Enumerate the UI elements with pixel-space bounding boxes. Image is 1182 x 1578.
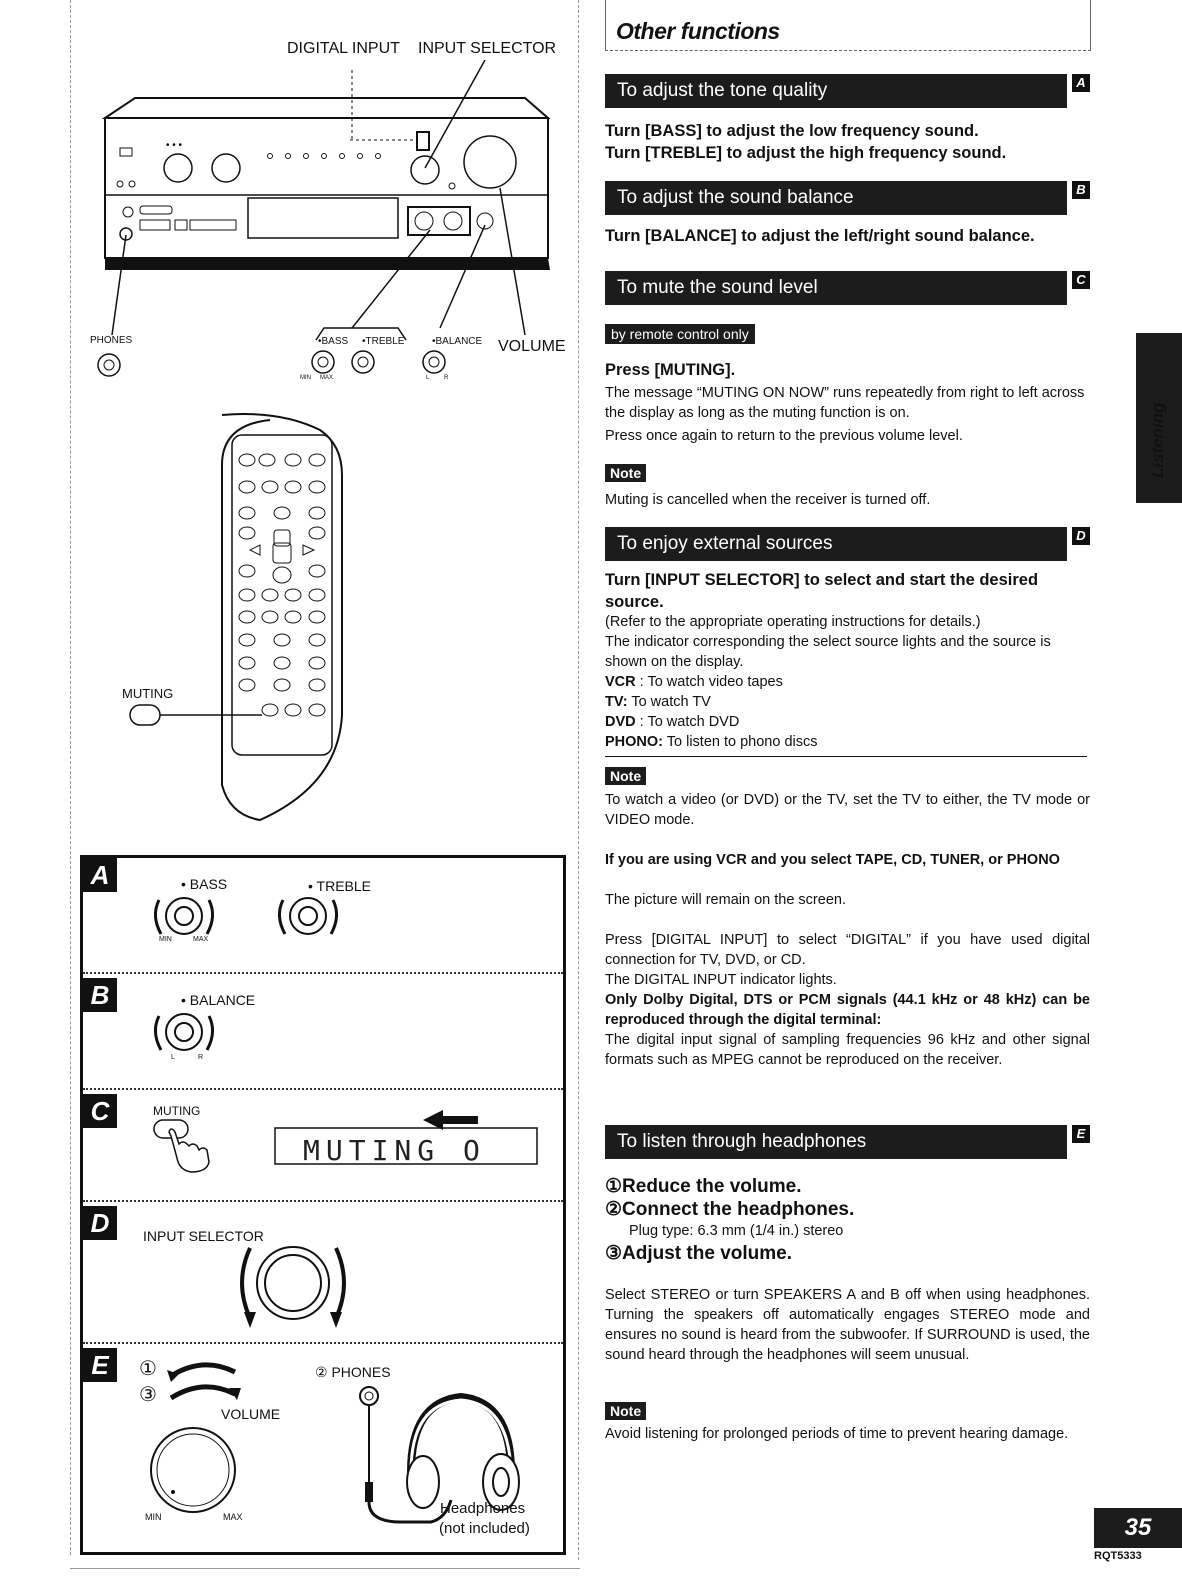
mute-note-badge: Note [605,464,646,482]
plug-type-text: Plug type: 6.3 mm (1/4 in.) stereo [629,1223,844,1239]
panel-d [83,1202,563,1344]
finger-press-icon [149,1118,219,1178]
panel-d-tag: D [83,1206,117,1240]
display-text: MUTING O [303,1134,486,1167]
panel-b-r-label: R [198,1054,204,1061]
document-code: RQT5333 [1094,1550,1142,1562]
mute-note-text: Muting is cancelled when the receiver is turned off. [605,492,931,508]
balance-label: •BALANCE [432,336,483,347]
picture-remains-text: The picture will remain on the screen. [605,892,846,908]
input-selector-label: INPUT SELECTOR [418,40,557,57]
panel-e-headphones-label: Headphones [440,1500,526,1517]
tone-line-1: Turn [BASS] to adjust the low frequency sound. [605,122,979,140]
external-note-badge: Note [605,767,646,785]
headphones-note-badge: Note [605,1402,646,1420]
balance-knob-icon [149,1008,219,1058]
panel-e [83,1344,563,1552]
divider [605,756,1087,757]
source-dvd-value: : To watch DVD [635,714,740,730]
panel-b-tag: B [83,978,117,1012]
muting-label: MUTING [122,686,174,701]
headphones-note-text: Avoid listening for prolonged periods of time to prevent hearing damage. [605,1426,1069,1442]
muting-press-again: Press once again to return to the previous volume level. [605,428,963,444]
panel-e-phones-label: ② PHONES [315,1364,391,1380]
treble-label: •TREBLE [362,336,405,347]
treble-knob-icon [273,892,343,942]
external-note-text: To watch a video (or DVD) or the TV, set the TV to either, the TV mode or VIDEO mode. [605,792,1090,828]
panel-e-not-included-label: (not included) [439,1520,530,1537]
panel-b-l-label: L [171,1054,175,1061]
knob-max-label: MAX [320,375,334,381]
panel-a-treble-label: • TREBLE [308,878,371,894]
page-title: Other functions [616,18,780,44]
external-instruction: Turn [INPUT SELECTOR] to select and start the desired source. [605,571,1039,611]
panel-b [83,974,563,1090]
source-tv-key: TV: [605,694,628,710]
knob-min-label: MIN [300,375,311,381]
panel-a-min-label: MIN [159,936,172,943]
source-dvd-key: DVD [605,714,636,730]
input-selector-knob-icon [228,1238,358,1338]
source-vcr-value: : To watch video tapes [635,674,783,690]
svg-text:• • •: • • • [166,140,183,151]
tone-line-2: Turn [TREBLE] to adjust the high frequency sound. [605,144,1007,162]
tone-section-header: To adjust the tone quality [605,74,1067,108]
panel-e-min-label: MIN [145,1512,162,1522]
dolby-bold-text: Only Dolby Digital, DTS or PCM signals (44.1 kHz or 48 kHz) can be reproduced through the digital terminal: [605,992,1090,1028]
panel-c-tag: C [83,1094,117,1128]
panel-a [83,858,563,974]
panel-e-step1: ① [139,1358,157,1380]
source-phono-key: PHONO: [605,734,663,750]
bass-knob-icon [149,892,219,942]
panel-a-bass-label: • BASS [181,876,228,892]
source-phono [605,732,1090,752]
external-section-header: To enjoy external sources [605,527,1067,561]
volume-label: VOLUME [498,338,566,355]
panel-c [83,1090,563,1202]
panel-a-tag: A [83,858,117,892]
balance-line-1: Turn [BALANCE] to adjust the left/right sound balance. [605,227,1035,245]
balance-section-tag: B [1072,181,1090,199]
external-refer: (Refer to the appropriate operating instructions for details.) [605,614,981,630]
digital-indicator-text: The DIGITAL INPUT indicator lights. [605,972,837,988]
remote-only-badge: by remote control only [605,324,755,344]
remote-control-diagram [110,405,360,825]
balance-section-header: To adjust the sound balance [605,181,1067,215]
knob-r-label: R [444,375,449,381]
vcr-bold-text: If you are using VCR and you select TAPE, CD, TUNER, or PHONO [605,852,1060,868]
mute-section-header: To mute the sound level [605,271,1067,305]
mute-section-tag: C [1072,271,1090,289]
panel-e-step3: ③ [139,1384,157,1406]
side-tab-label: Listening [1148,402,1167,478]
volume-arrows-icon [163,1354,243,1414]
panel-a-max-label: MAX [193,936,209,943]
tone-section-tag: A [1072,74,1090,92]
mpeg-text: The digital input signal of sampling frequencies 96 kHz and other signal formats such as MPEG cannot be reproduced on the receiver. [605,1032,1090,1068]
muting-description: The message “MUTING ON NOW” runs repeatedly from right to left across the display as long as the muting function is on. [605,385,1085,421]
step-reduce-volume: ①Reduce the volume. [605,1176,802,1197]
press-muting-text: Press [MUTING]. [605,361,736,379]
source-phono-value: To listen to phono discs [663,734,818,750]
knob-l-label: L [426,375,430,381]
page-number: 35 [1094,1508,1182,1548]
source-tv-value: To watch TV [627,694,711,710]
phones-label: PHONES [90,335,133,346]
step-adjust-volume: ③Adjust the volume. [605,1243,792,1264]
headphones-section-tag: E [1072,1125,1090,1143]
source-vcr [605,672,1090,692]
external-indicator: The indicator corresponding the select source lights and the source is shown on the display. [605,634,1051,670]
headphones-paragraph: Select STEREO or turn SPEAKERS A and B off when using headphones. Turning the speakers off automatically engages STEREO mode and ensures no sound is heard from the subwoofer. If SURROUND is used, the sound heard through the headphones will seem unusual. [605,1287,1090,1363]
panel-e-tag: E [83,1348,117,1382]
bass-label: •BASS [318,336,349,347]
source-tv [605,692,1090,712]
digital-input-text: Press [DIGITAL INPUT] to select “DIGITAL” if you have used digital connection for TV, DVD, or CD. [605,932,1090,968]
panel-e-volume-label: VOLUME [221,1406,281,1422]
illustration-panels [80,855,566,1555]
source-vcr-key: VCR [605,674,636,690]
source-dvd [605,712,1090,732]
headphones-section-header: To listen through headphones [605,1125,1067,1159]
panel-d-input-selector-label: INPUT SELECTOR [143,1228,264,1244]
volume-knob-icon [145,1420,245,1520]
panel-c-muting-label: MUTING [153,1104,201,1118]
external-section-tag: D [1072,527,1090,545]
step-connect-headphones: ②Connect the headphones. [605,1199,855,1220]
panel-b-balance-label: • BALANCE [181,992,256,1008]
panel-e-max-label: MAX [223,1512,243,1522]
digital-input-label: DIGITAL INPUT [287,40,400,57]
